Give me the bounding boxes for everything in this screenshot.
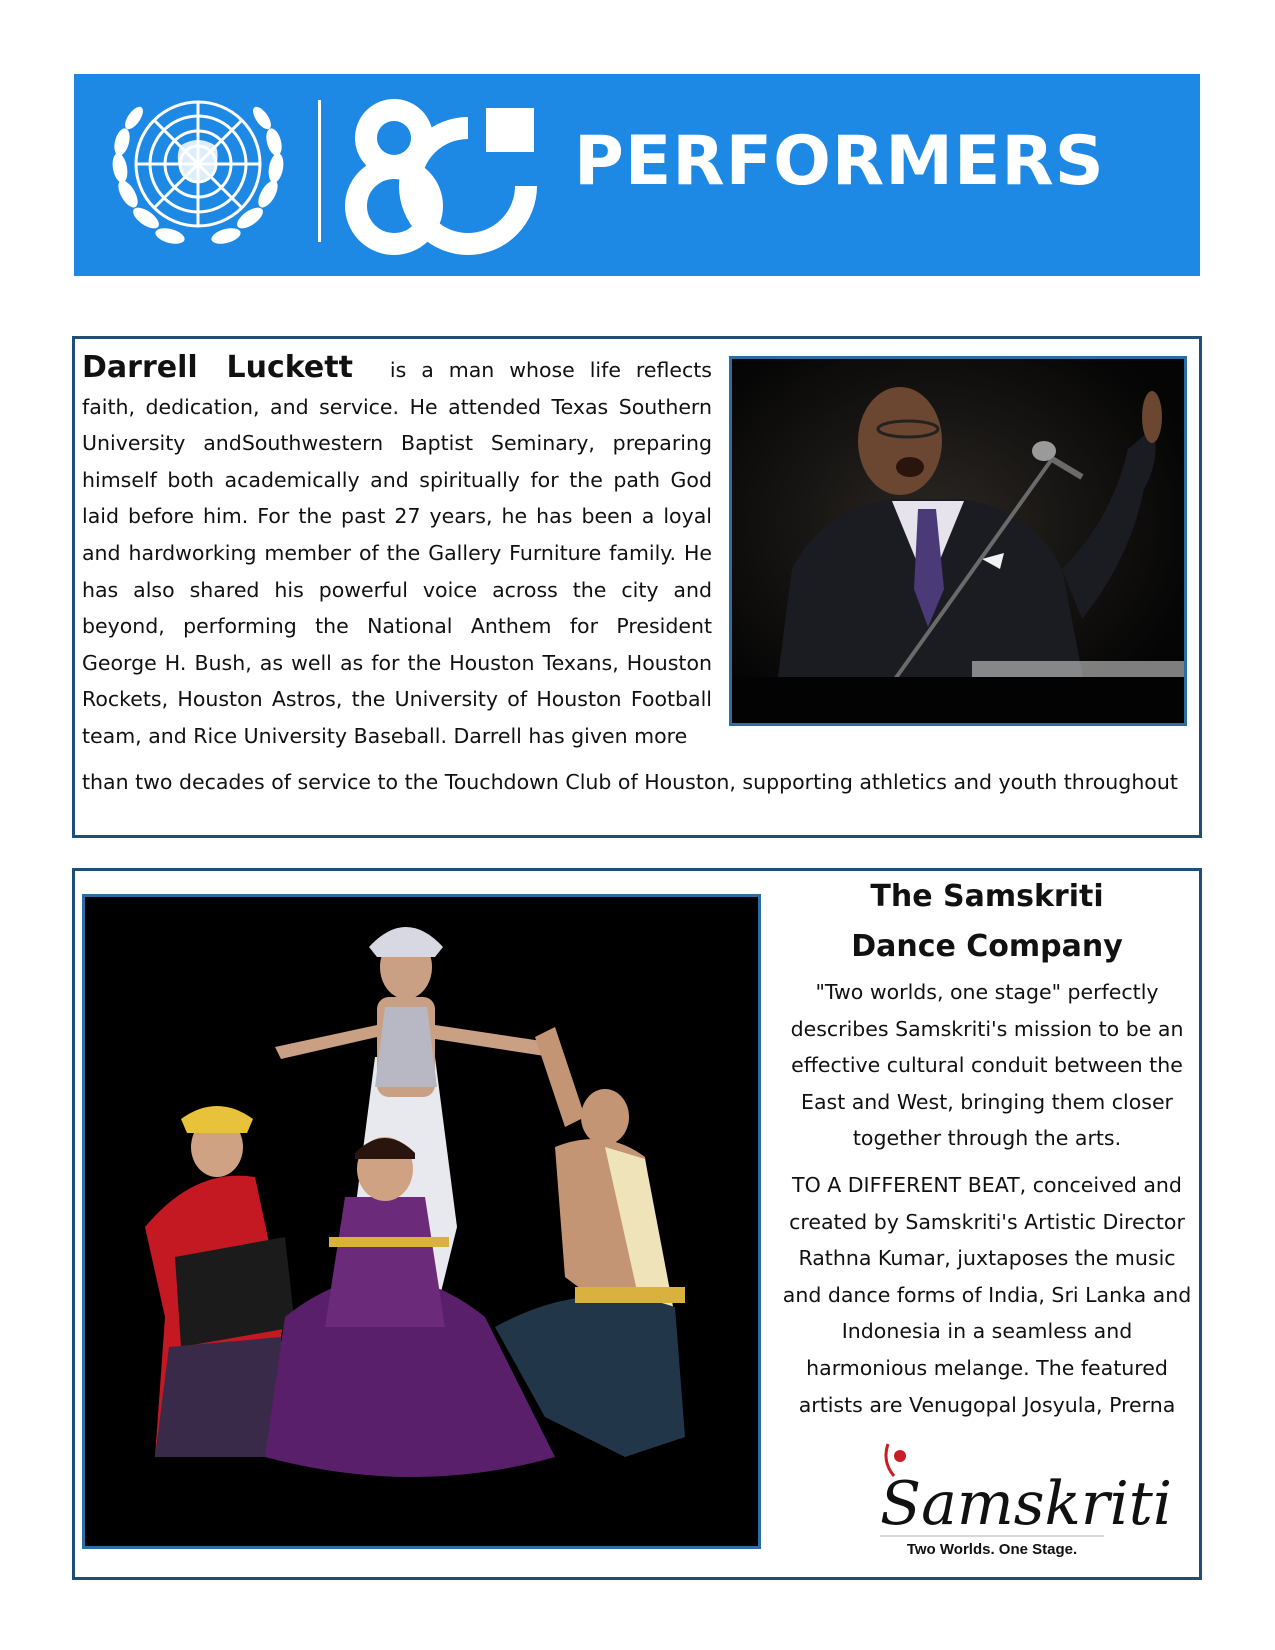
performer-bio-text: is a man whose life reflects faith, dedication, and service. He attended Texas Southern University andSouthwestern Baptist Seminary, preparing himself both academically and spiritually for the path God laid before him. For the past 27 years, he has been a loyal and hardworking member of the Gallery Furniture family. He has also shared his powerful voice across the city and beyond, performing the National Anthem for President George H. Bush, as well as for the Houston Texans, Houston Rockets, Houston Astros, the University of Houston Football team, and Rice University Baseball. Darrell has given more [82,358,712,748]
samskriti-logo-wordmark: Samskriti [880,1469,1173,1539]
performer-bio [82,350,712,755]
samskriti-logo-tagline: Two Worlds. One Stage. [906,1541,1078,1558]
banner-divider [318,100,321,242]
performer-name: Darrell Luckett [82,350,353,385]
un-emblem-icon [102,84,294,266]
dancers-group-photo [82,894,761,1549]
banner-title: PERFORMERS [574,122,1105,201]
company-title [782,872,1192,972]
company-paragraph-mission: "Two worlds, one stage" perfectly describes Samskriti's mission to be an effective cultural conduit between the East and West, bringing them closer together through the arts. [790,980,1184,1151]
company-description [782,974,1192,1433]
company-title-line1: The Samskriti [870,879,1104,914]
company-title-line2: Dance Company [851,929,1123,964]
performer-bio-continued: than two decades of service to the Touchdown Club of Houston, supporting athletics and youth throughout [82,770,1178,794]
samskriti-logo [872,1432,1173,1560]
company-paragraph-program: TO A DIFFERENT BEAT, conceived and created by Samskriti's Artistic Director Rathna Kumar, juxtaposes the music and dance forms of India, Sri Lanka and Indonesia in a seamless and harmonious melange. The featured artists are Venugopal Josyula, Prerna [782,1172,1192,1417]
singer-photo-illustration [732,359,1184,723]
header-banner [74,74,1200,276]
singer-at-microphone-photo [729,356,1187,726]
un80-logo-icon [342,90,542,258]
dancers-photo-illustration [85,897,758,1546]
